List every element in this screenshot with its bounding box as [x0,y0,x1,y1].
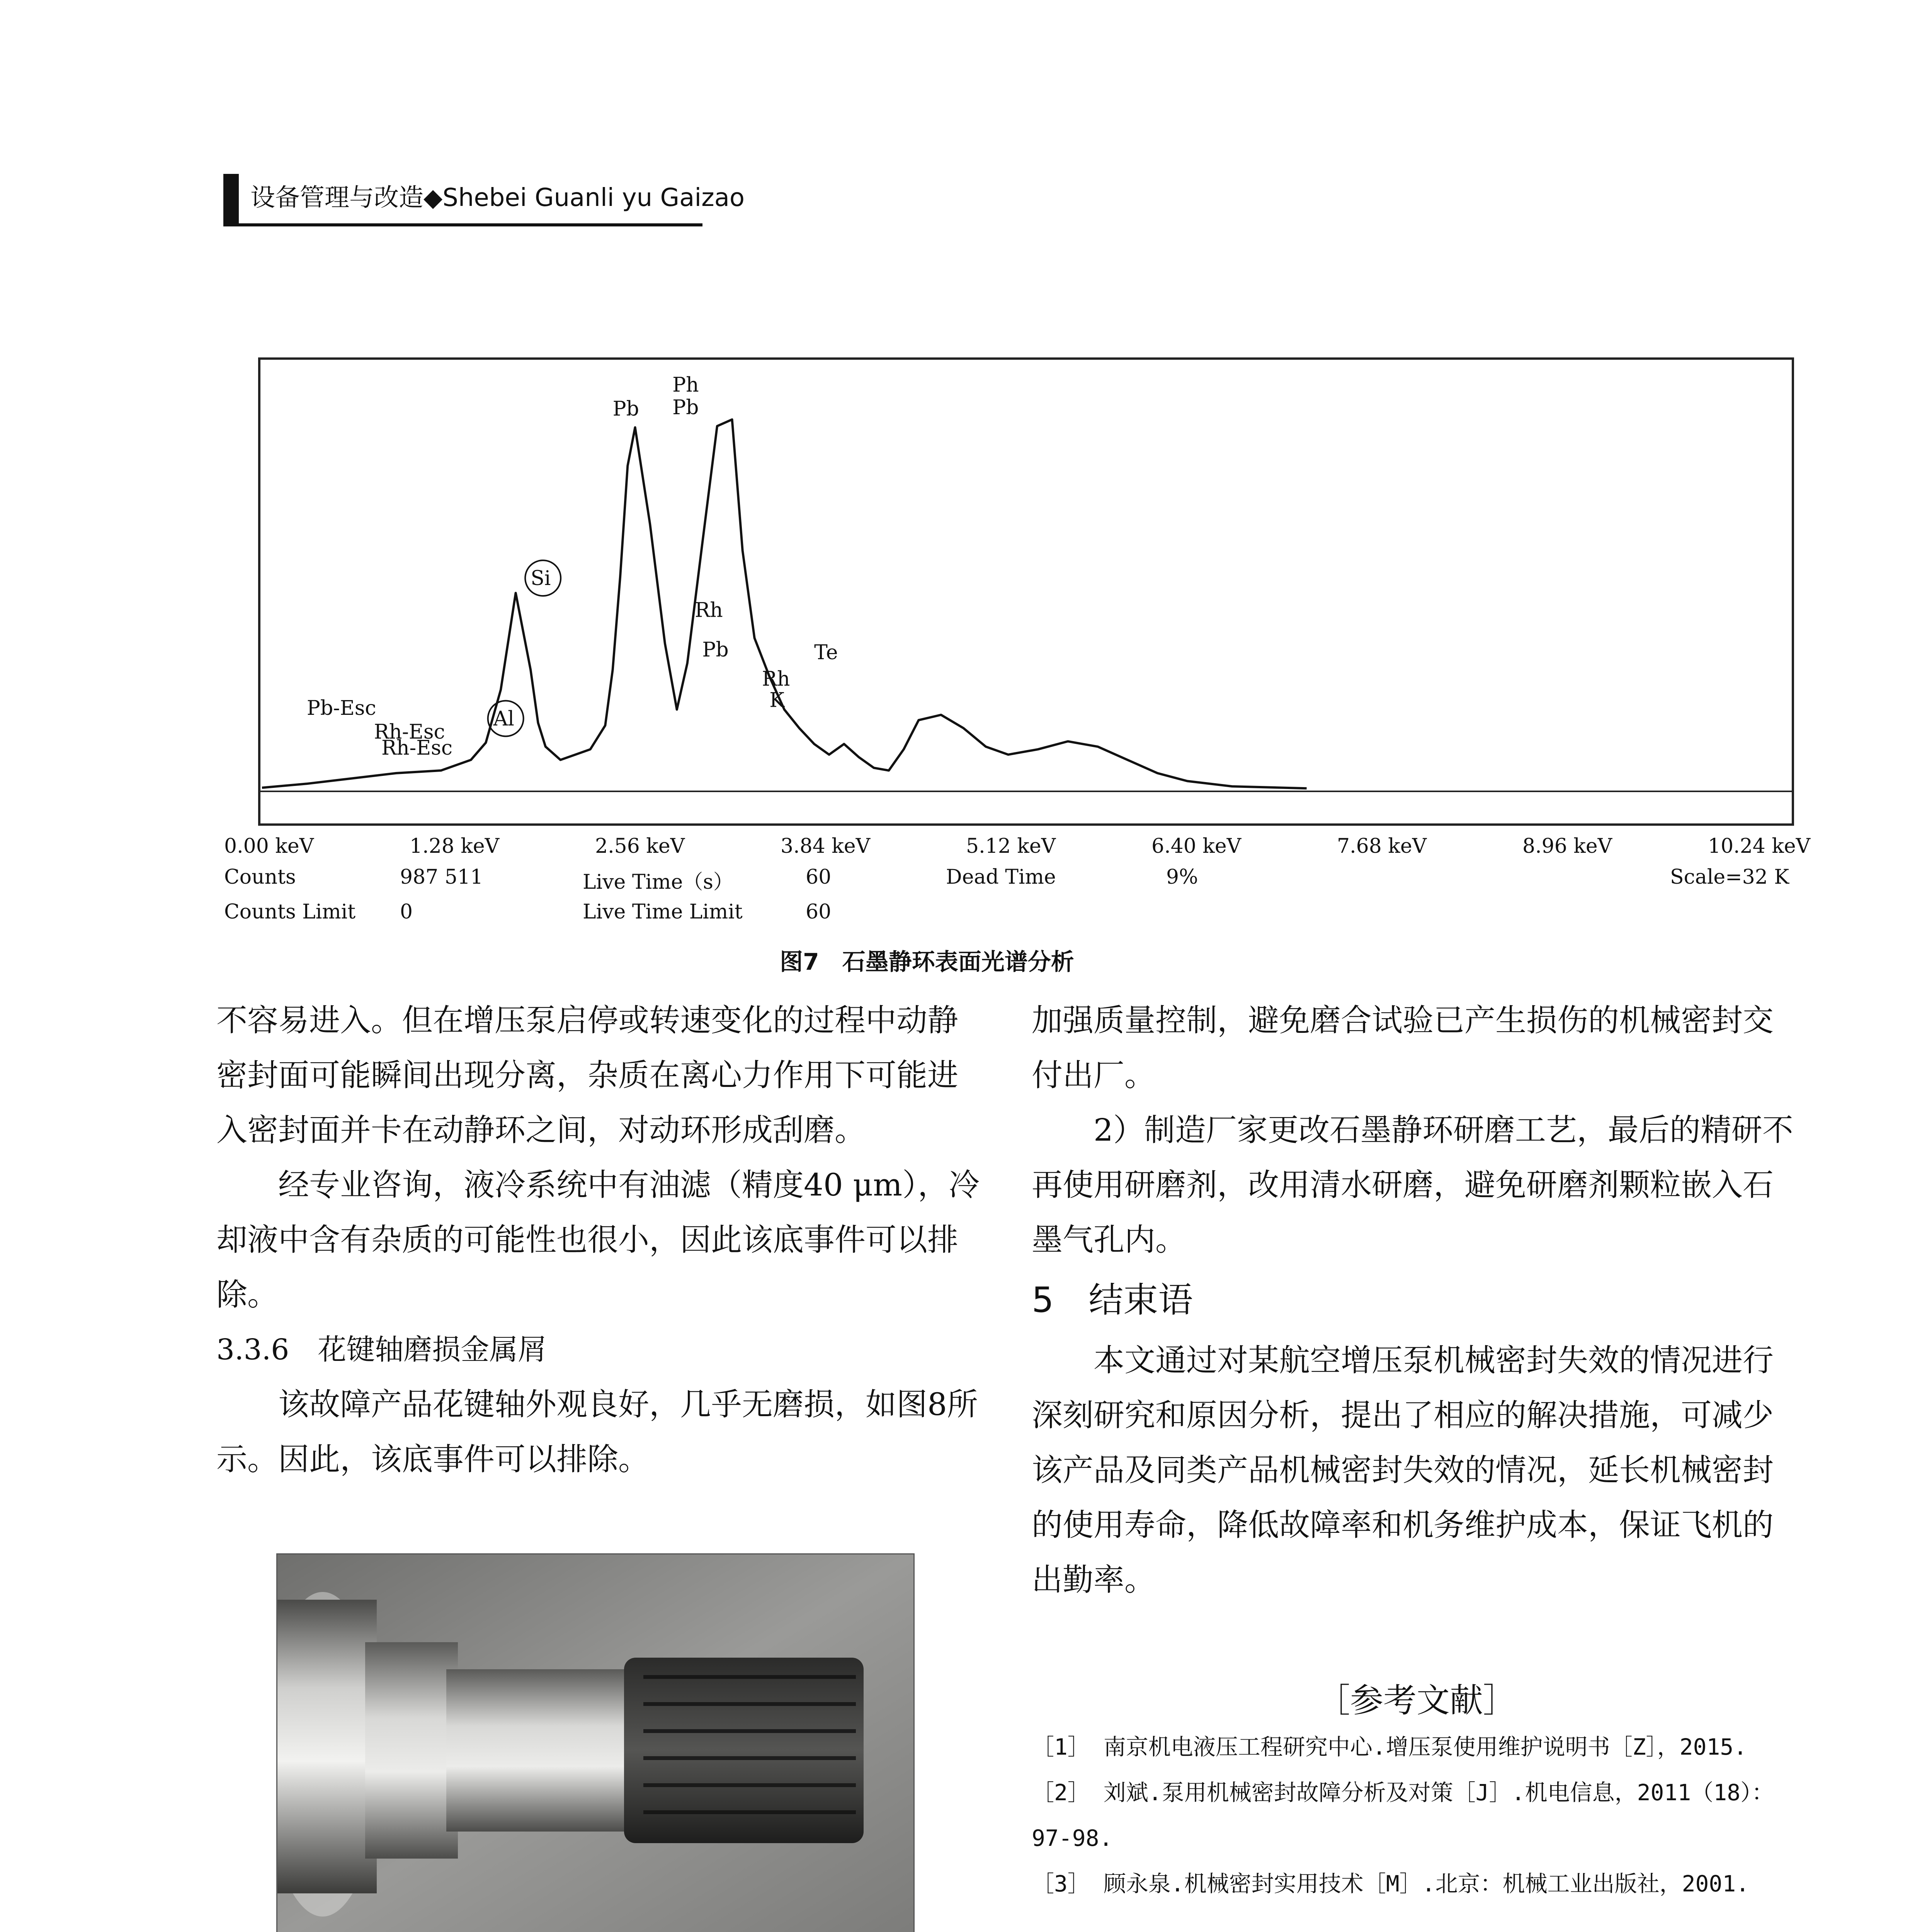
header-bar [223,174,239,225]
live-time-limit-value: 60 [806,900,832,923]
right-paragraph-2: 2）制造厂家更改石墨静环研磨工艺，最后的精研不再使用研磨剂，改用清水研磨，避免研磨剂颗粒嵌入石墨气孔内。 [1032,1112,1793,1258]
peak-label: K [769,689,785,712]
reference-item: ［2］ 刘斌.泵用机械密封故障分析及对策［J］.机电信息，2011（18）：97-98. [1032,1779,1774,1851]
peak-label: Te [814,641,838,664]
peak-label: Pb [612,397,639,421]
right-paragraph-1: 加强质量控制，避免磨合试验已产生损伤的机械密封交付出厂。 [1032,1002,1774,1093]
counts-value: 987 511 [400,866,483,889]
peak-label: Si [531,567,551,590]
section-5-heading: 5 结束语 [1032,1280,1193,1320]
live-time-limit-label: Live Time Limit [583,900,743,923]
left-paragraph-3: 该故障产品花键轴外观良好，几乎无磨损，如图8所示。因此，该底事件可以排除。 [216,1386,978,1477]
running-header [212,167,745,225]
right-column [1032,993,1797,1607]
peak-label: Al [493,707,514,731]
live-time-value: 60 [806,866,832,889]
peak-label: Rh-Esc [374,720,445,744]
reference-item: ［1］ 南京机电液压工程研究中心.增压泵使用维护说明书［Z］，2015. [1032,1734,1747,1760]
left-paragraph-1: 不容易进入。但在增压泵启停或转速变化的过程中动静密封面可能瞬间出现分离，杂质在离心力作用下可能进入密封面并卡在动静环之间，对动环形成刮磨。 [216,1002,958,1148]
counts-label: Counts [224,866,296,889]
peak-label: Rh [762,667,790,691]
left-column [216,993,981,1487]
x-tick-label: 8.96 keV [1522,835,1612,858]
peak-label: Ph [672,373,699,397]
peak-label: Pb [672,396,699,419]
x-tick-label: 5.12 keV [966,835,1056,858]
counts-limit-value: 0 [400,900,413,923]
reference-list [1032,1724,1797,1906]
spline-shaft-photo [276,1553,915,1932]
x-tick-label: 0.00 keV [224,835,314,858]
references-title: ［参考文献］ [1317,1681,1516,1720]
spectrum-chart [258,357,1794,826]
peak-label: Rh [695,599,723,622]
scale-label: Scale=32 K [1670,866,1789,889]
x-tick-label: 6.40 keV [1151,835,1242,858]
x-tick-label: 3.84 keV [781,835,871,858]
right-paragraph-3: 本文通过对某航空增压泵机械密封失效的情况进行深刻研究和原因分析，提出了相应的解决措施，可减少该产品及同类产品机械密封失效的情况，延长机械密封的使用寿命，降低故障率和机务维护成本，保证飞机的出勤率。 [1032,1342,1774,1598]
figure7-caption: 图7 石墨静环表面光谱分析 [780,949,1074,976]
counts-limit-label: Counts Limit [224,900,356,923]
section-3-3-6-heading: 3.3.6 花键轴磨损金属屑 [216,1333,547,1366]
peak-label: Pb [702,638,729,662]
left-paragraph-2: 经专业咨询，液冷系统中有油滤（精度40 μm），冷却液中含有杂质的可能性也很小，因此该底事件可以排除。 [216,1167,980,1313]
peak-label: Pb-Esc [306,697,376,720]
journal-title: 设备管理与改造◆Shebei Guanli yu Gaizao [250,184,745,212]
dead-time-value: 9% [1166,866,1198,889]
x-tick-label: 1.28 keV [410,835,500,858]
header-rule [223,223,702,226]
dead-time-label: Dead Time [946,866,1056,889]
peak-label: Rh-Esc [381,736,452,760]
live-time-label: Live Time（s） [583,871,733,894]
x-tick-label: 7.68 keV [1337,835,1427,858]
x-tick-label: 2.56 keV [595,835,685,858]
reference-item: ［3］ 顾永泉.机械密封实用技术［M］.北京：机械工业出版社，2001. [1032,1871,1750,1897]
x-tick-labels [224,835,1811,862]
x-tick-label: 10.24 keV [1708,835,1811,858]
